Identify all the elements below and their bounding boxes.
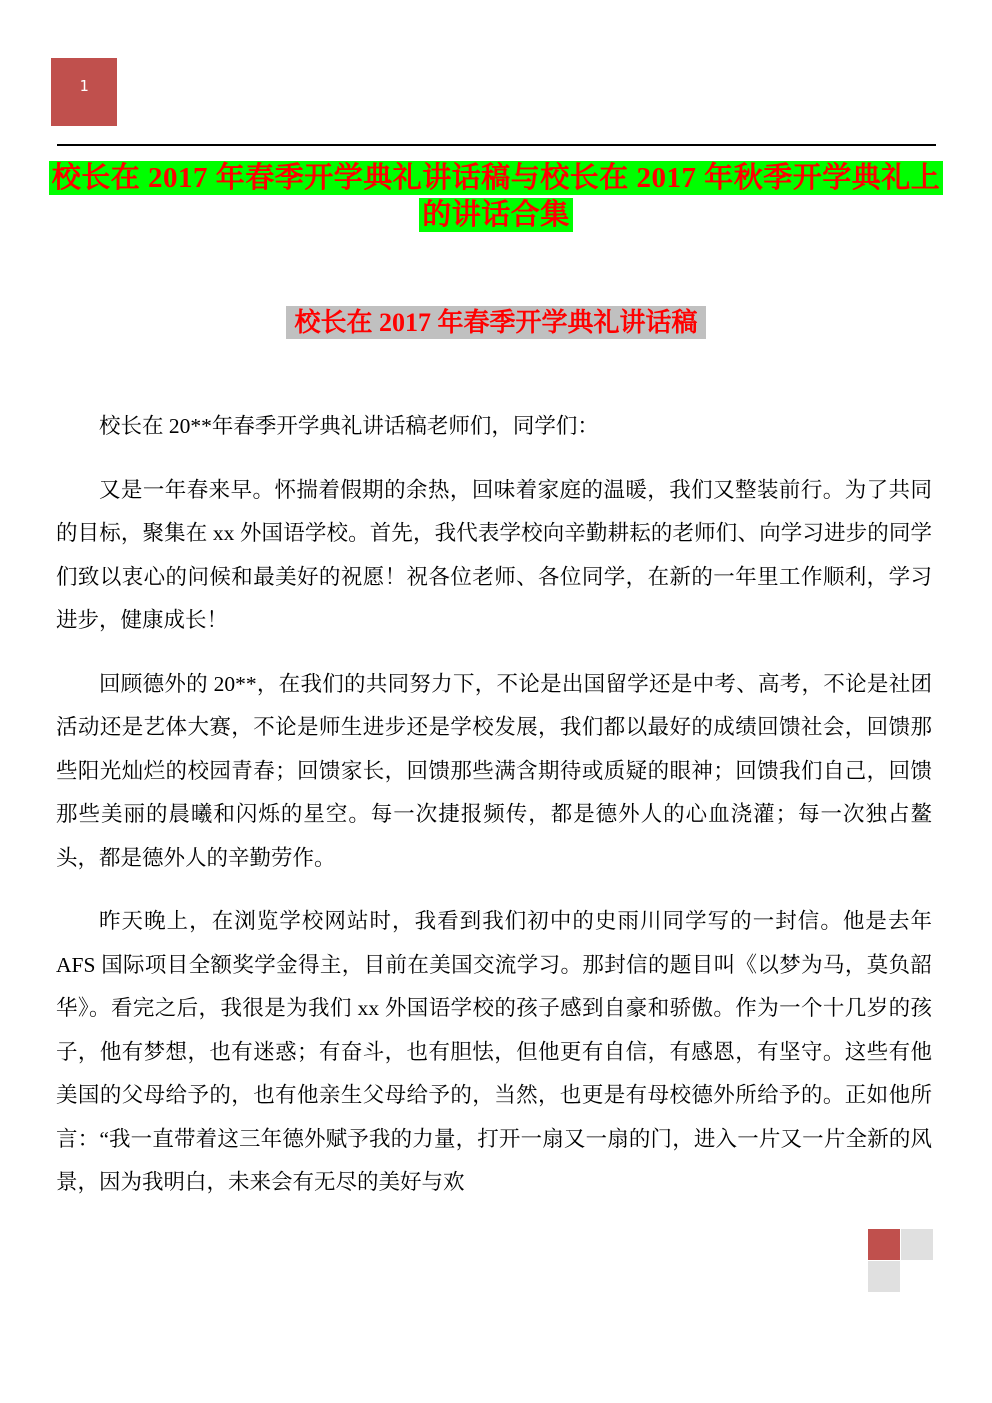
document-title (0, 160, 992, 234)
document-title-line-1: 校长在 2017 年春季开学典礼讲话稿与校长在 2017 年秋季开学典礼上 (49, 161, 944, 195)
corner-decoration (868, 1229, 933, 1292)
paragraph: 又是一年春来早。怀揣着假期的余热，回味着家庭的温暖，我们又整装前行。为了共同的目标，聚集在 xx 外国语学校。首先，我代表学校向辛勤耕耘的老师们、向学习进步的同学们致以衷心的问候和最美好的祝愿！祝各位老师、各位同学，在新的一年里工作顺利，学习进步，健康成长！ (56, 477, 932, 632)
paragraph-salutation: 校长在 20**年春季开学典礼讲话稿老师们，同学们： (99, 414, 599, 438)
decoration-square-gray (868, 1261, 900, 1292)
paragraph: 回顾德外的 20**，在我们的共同努力下，不论是出国留学还是中考、高考，不论是社团活动还是艺体大赛，不论是师生进步还是学校发展，我们都以最好的成绩回馈社会，回馈那些阳光灿烂的校园青春；回馈家长，回馈那些满含期待或质疑的眼神；回馈我们自己，回馈那些美丽的晨曦和闪烁的星空。每一次捷报频传，都是德外人的心血浇灌；每一次独占鳌头，都是德外人的辛勤劳作。 (56, 671, 932, 870)
section-title-text: 校长在 2017 年春季开学典礼讲话稿 (286, 306, 705, 339)
document-title-line-2: 的讲话合集 (419, 198, 573, 232)
page-number-badge: 1 (51, 58, 117, 126)
paragraph: 昨天晚上，在浏览学校网站时，我看到我们初中的史雨川同学写的一封信。他是去年 AFS 国际项目全额奖学金得主，目前在美国交流学习。那封信的题目叫《以梦为马，莫负韶华》。看完之后，我很是为我们 xx 外国语学校的孩子感到自豪和骄傲。作为一个十几岁的孩子，他有梦想，也有迷惑；有奋斗，也有胆怯，但他更有自信，有感恩，有坚守。这些有他美国的父母给予的，也有他亲生父母给予的，当然，也更是有母校德外所给予的。正如他所言：“我一直带着这三年德外赋予我的力量，打开一扇又一扇的门，进入一片又一片全新的风景，因为我明白，未来会有无尽的美好与欢 (56, 909, 932, 1194)
decoration-square-empty (901, 1261, 933, 1292)
document-body (56, 405, 932, 1225)
section-title (0, 305, 992, 340)
header-rule (57, 144, 936, 146)
decoration-square-gray (901, 1229, 933, 1260)
decoration-square-red (868, 1229, 900, 1260)
